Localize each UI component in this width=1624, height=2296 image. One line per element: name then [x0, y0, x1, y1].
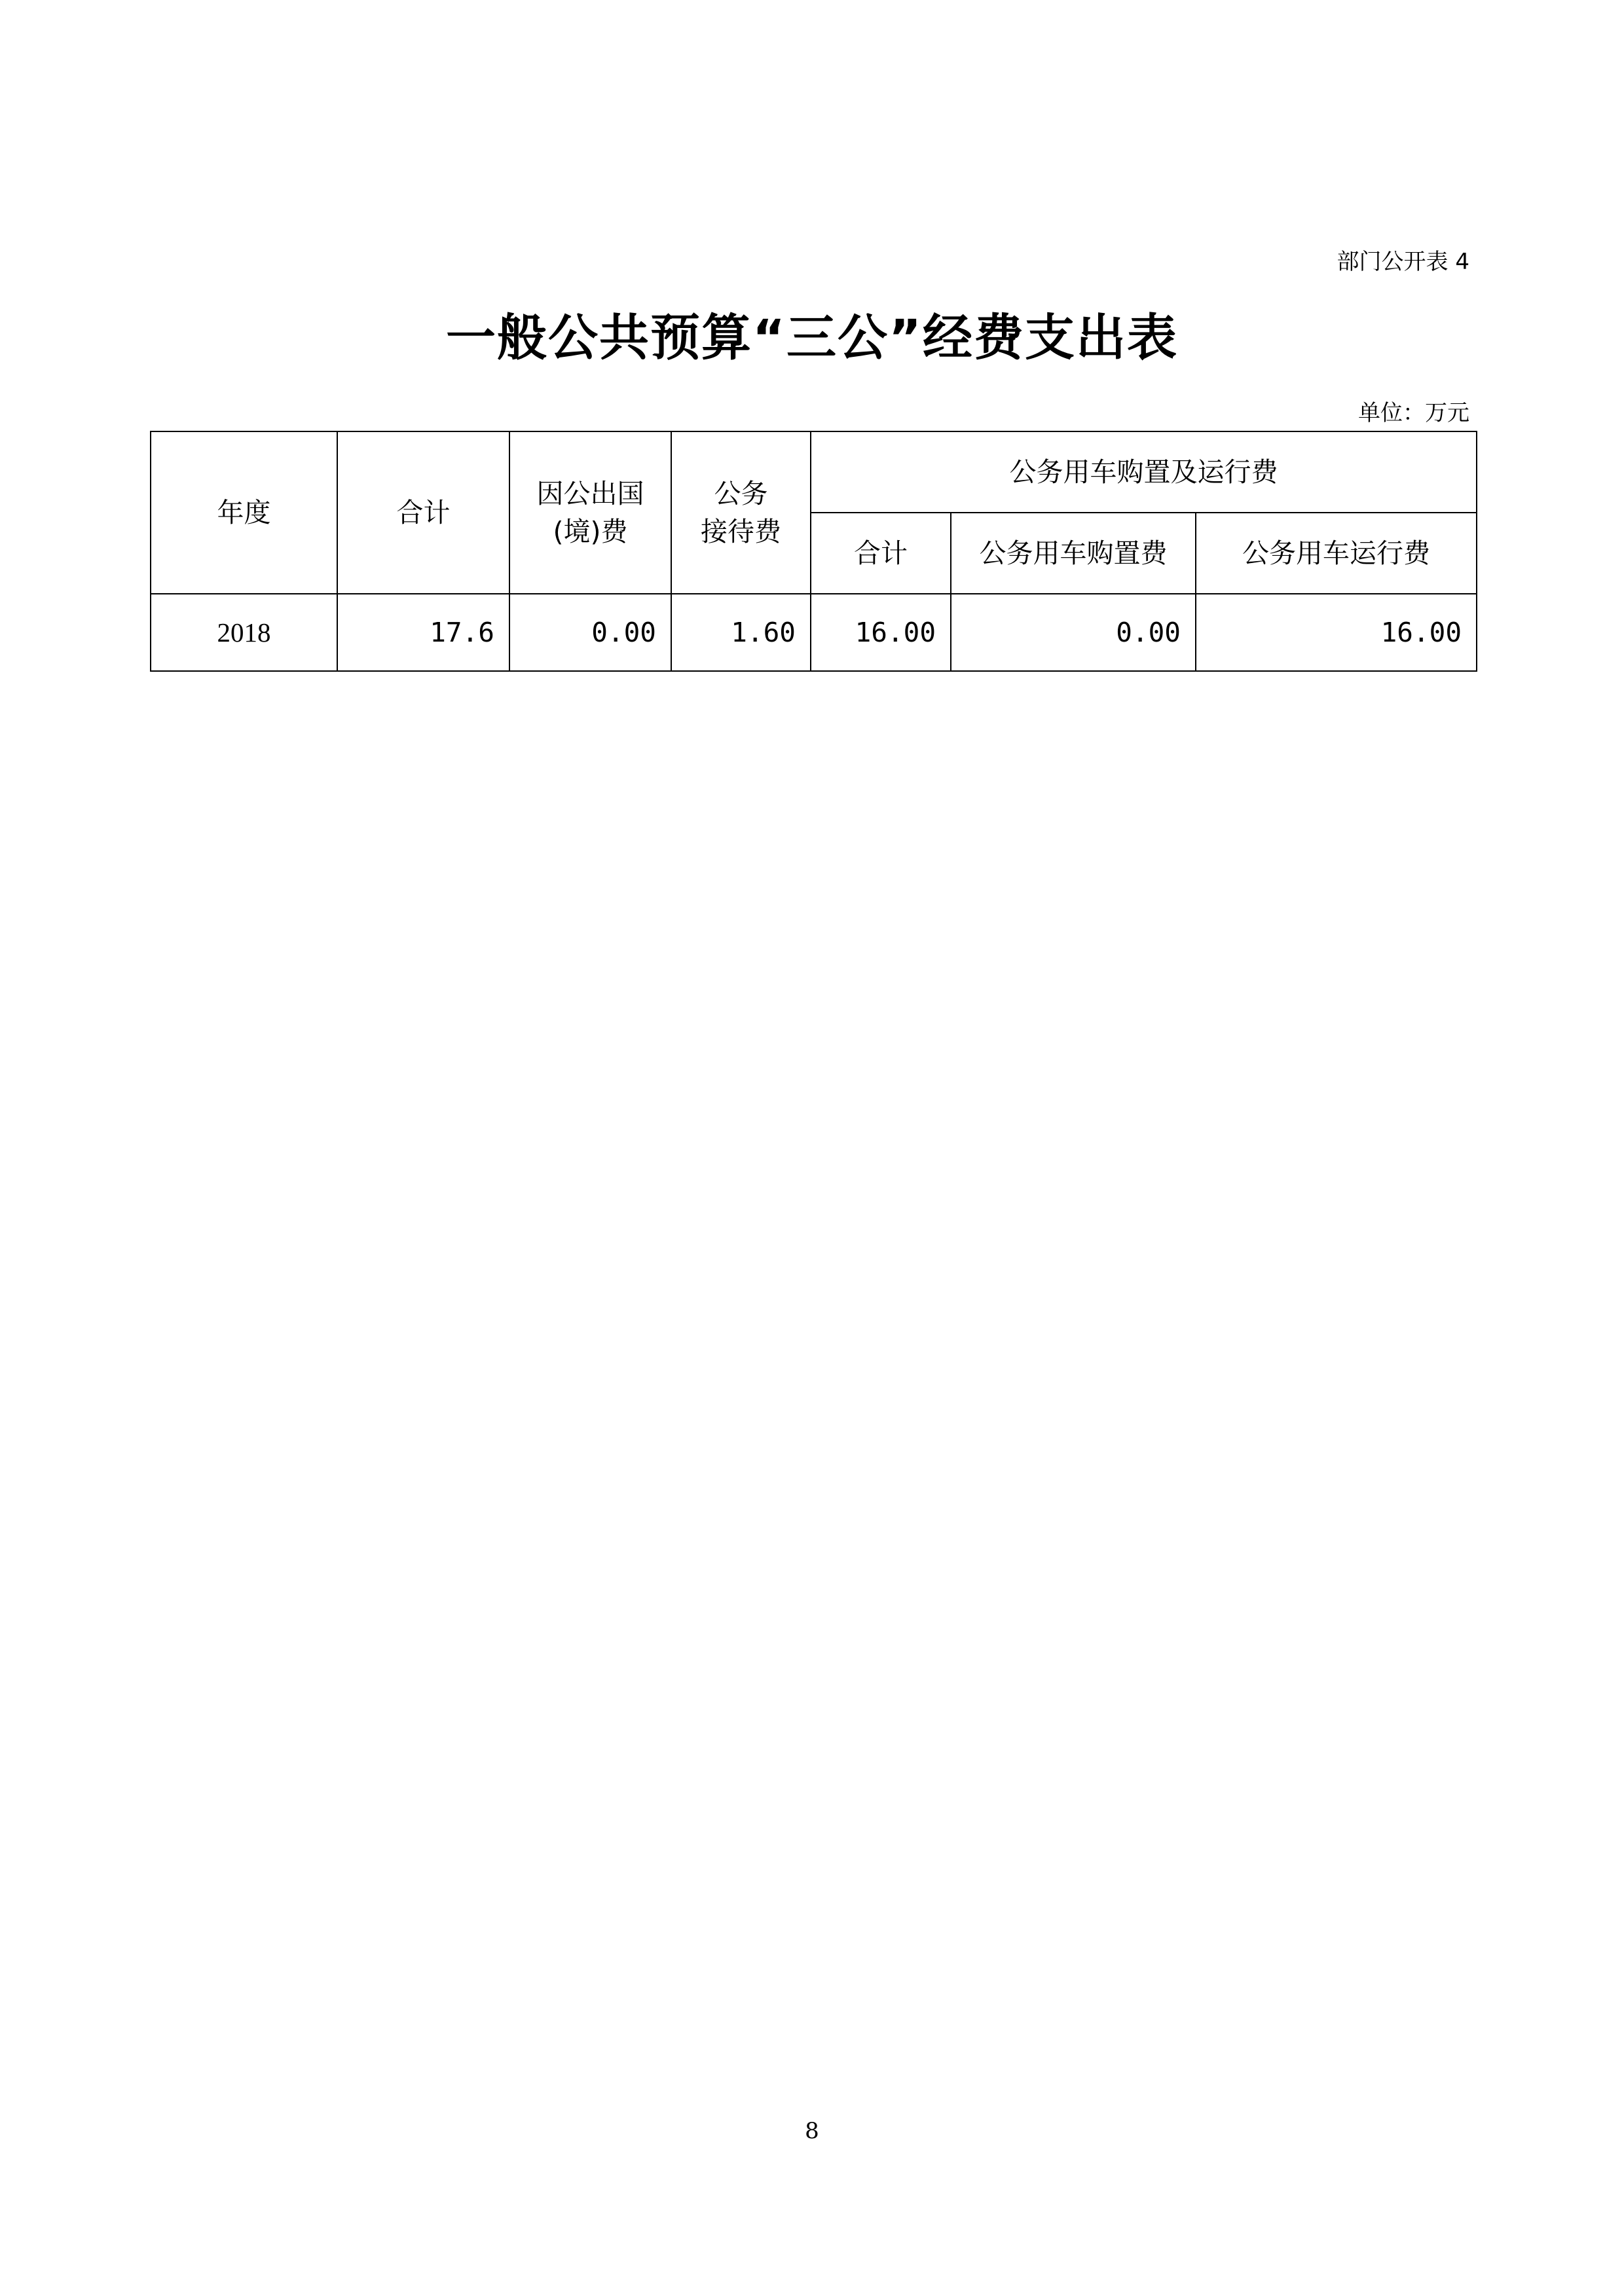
header-year: 年度: [151, 431, 337, 594]
cell-vehicle-purchase: 0.00: [951, 594, 1196, 671]
header-overseas-line2: (境)费: [553, 516, 628, 547]
page-number: 8: [805, 2118, 819, 2144]
cell-reception: 1.60: [671, 594, 811, 671]
page-title: 一般公共预算“三公”经费支出表: [446, 308, 1178, 367]
header-total: 合计: [337, 431, 509, 594]
cell-vehicle-total: 16.00: [811, 594, 951, 671]
header-reception-line2: 接待费: [701, 516, 781, 547]
unit-label: 单位：万元: [1358, 400, 1469, 426]
budget-table: [150, 431, 1477, 672]
cell-year: 2018: [151, 594, 337, 671]
header-vehicle-purchase: 公务用车购置费: [951, 513, 1196, 594]
cell-overseas: 0.00: [509, 594, 671, 671]
header-overseas-line1: 因公出国: [536, 478, 644, 509]
header-reception-line1: 公务: [714, 478, 768, 509]
table-header-row: [151, 431, 1477, 513]
header-vehicle-group: 公务用车购置及运行费: [811, 431, 1477, 513]
table-row: [151, 594, 1477, 671]
header-overseas: [509, 431, 671, 594]
header-vehicle-operation: 公务用车运行费: [1196, 513, 1477, 594]
document-label: 部门公开表 4: [1337, 249, 1469, 275]
header-vehicle-total: 合计: [811, 513, 951, 594]
cell-vehicle-operation: 16.00: [1196, 594, 1477, 671]
cell-total: 17.6: [337, 594, 509, 671]
header-reception: [671, 431, 811, 594]
